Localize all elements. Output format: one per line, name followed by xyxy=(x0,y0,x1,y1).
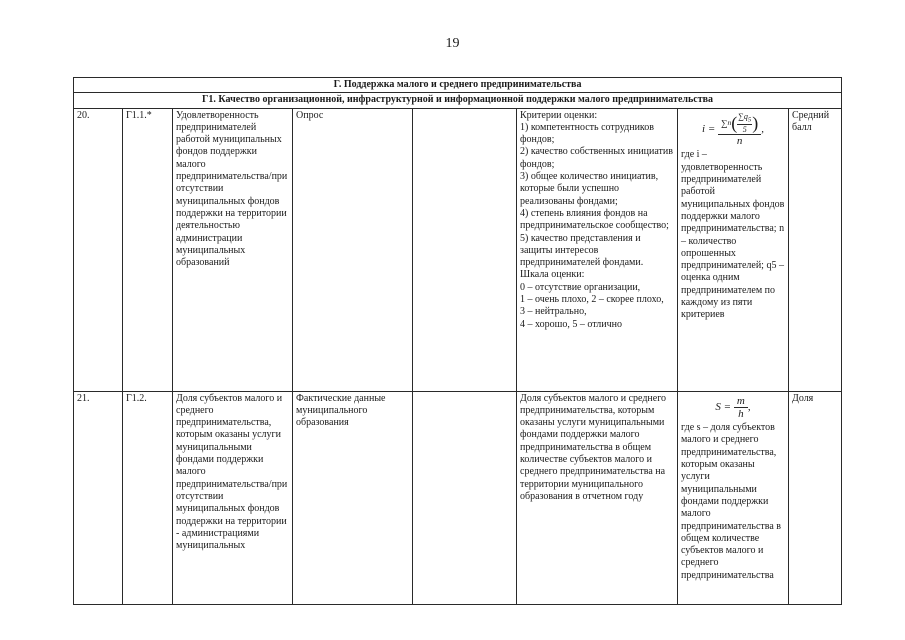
q-symbol: q xyxy=(743,111,748,121)
criteria-list xyxy=(520,110,674,331)
subsection-header-row xyxy=(74,93,842,108)
criteria-line: 4 – хорошо, 5 – отлично xyxy=(520,318,623,330)
formula-numerator: m xyxy=(734,395,748,408)
formula-tail: , xyxy=(761,123,764,136)
indicator-name: Доля субъектов малого и среднего предпринимательства, которым оказаны услуги муниципальными фондами поддержки малого предпринимательства/при отсутствии муниципальных фондов поддержки на территории - администрациями муниципальных xyxy=(173,391,293,604)
inner-fraction xyxy=(737,112,752,135)
row-number: 20. xyxy=(74,108,123,391)
data-source: Фактические данные муниципального образования xyxy=(293,391,413,604)
formula-lhs: S = xyxy=(715,401,732,414)
formula-denominator: h xyxy=(738,407,744,420)
criteria-line: 1 – очень плохо, 2 – скорее плохо, xyxy=(520,294,664,306)
blank-cell xyxy=(413,108,517,391)
criteria-line: Шкала оценки: xyxy=(520,269,585,281)
row-number: 21. xyxy=(74,391,123,604)
formula-share xyxy=(681,395,785,421)
indicator-name: Удовлетворенность предпринимателей работой муниципальных фондов поддержки малого предпринимательства/при отсутствии муниципальных фондов поддержки на территории деятельностью администрации муниципальных образований xyxy=(173,108,293,391)
inner-sum-symbol: ∑ xyxy=(738,111,744,121)
criteria-line: 3) общее количество инициатив, которые были успешно реализованы фондами; xyxy=(520,171,659,207)
method-description: где i – удовлетворенность предпринимателей работой муниципальных фондов поддержки малого предпринимательства; n – количество опрошенных предпринимателей; q5 – оценка одним предпринимателем по каждому из пяти критериев xyxy=(681,149,785,321)
criteria-line: 4) степень влияния фондов на предпринимательское сообщество; xyxy=(520,207,669,232)
table-row xyxy=(74,108,842,391)
criteria-line: Критерии оценки: xyxy=(520,109,598,121)
criteria-line: 3 – нейтрально, xyxy=(520,306,587,318)
data-source: Опрос xyxy=(293,108,413,391)
section-title: Г. Поддержка малого и среднего предпринимательства xyxy=(74,78,842,93)
criteria-line: 2) качество собственных инициатив фондов; xyxy=(520,146,673,170)
criteria-cell: Доля субъектов малого и среднего предпринимательства, которым оказаны услуги муниципальными фондами поддержки малого предпринимательства в общем количестве субъектов малого и среднего предпринимательства на территории муниципального образования в отчетном году xyxy=(517,391,678,604)
formula-satisfaction xyxy=(681,112,785,148)
q-index: 5 xyxy=(747,116,752,124)
inner-denominator: 5 xyxy=(742,125,747,135)
criteria-cell xyxy=(517,108,678,391)
subsection-title: Г1. Качество организационной, инфраструктурной и информационной поддержки малого предпринимательства xyxy=(74,93,842,108)
calculation-cell xyxy=(678,391,789,604)
unit-cell: Доля xyxy=(789,391,842,604)
formula-tail: , xyxy=(747,401,751,414)
unit-cell: Средний балл xyxy=(789,108,842,391)
criteria-line: 0 – отсутствие организации, xyxy=(520,281,641,293)
calculation-cell xyxy=(678,108,789,391)
criteria-line: 5) качество представления и защиты интересов предпринимателей фондами. xyxy=(520,232,644,269)
indicator-code: Г1.1.* xyxy=(123,108,173,391)
criteria-line: 1) компетентность сотрудников фондов; xyxy=(520,121,655,146)
formula-fraction xyxy=(718,112,761,148)
formula-lhs: i = xyxy=(702,123,716,136)
indicators-table xyxy=(73,77,842,605)
sum-symbol: ∑ xyxy=(721,117,728,128)
formula-fraction xyxy=(734,395,748,421)
page-number: 19 xyxy=(445,36,460,51)
method-description: где s – доля субъектов малого и среднего предпринимательства, которым оказаны услуги муниципальными фондами поддержки малого предпринимательства в общем количестве субъектов малого и среднего предпринимательства xyxy=(681,422,782,581)
formula-numerator: ∑ n ( $\frac{\sum q_5}{5}$ ) xyxy=(718,112,761,136)
formula-denominator: n xyxy=(736,135,743,148)
sum-index: n xyxy=(727,117,732,127)
section-header-row xyxy=(74,78,842,93)
blank-cell xyxy=(413,391,517,604)
table-row xyxy=(74,391,842,604)
indicator-code: Г1.2. xyxy=(123,391,173,604)
